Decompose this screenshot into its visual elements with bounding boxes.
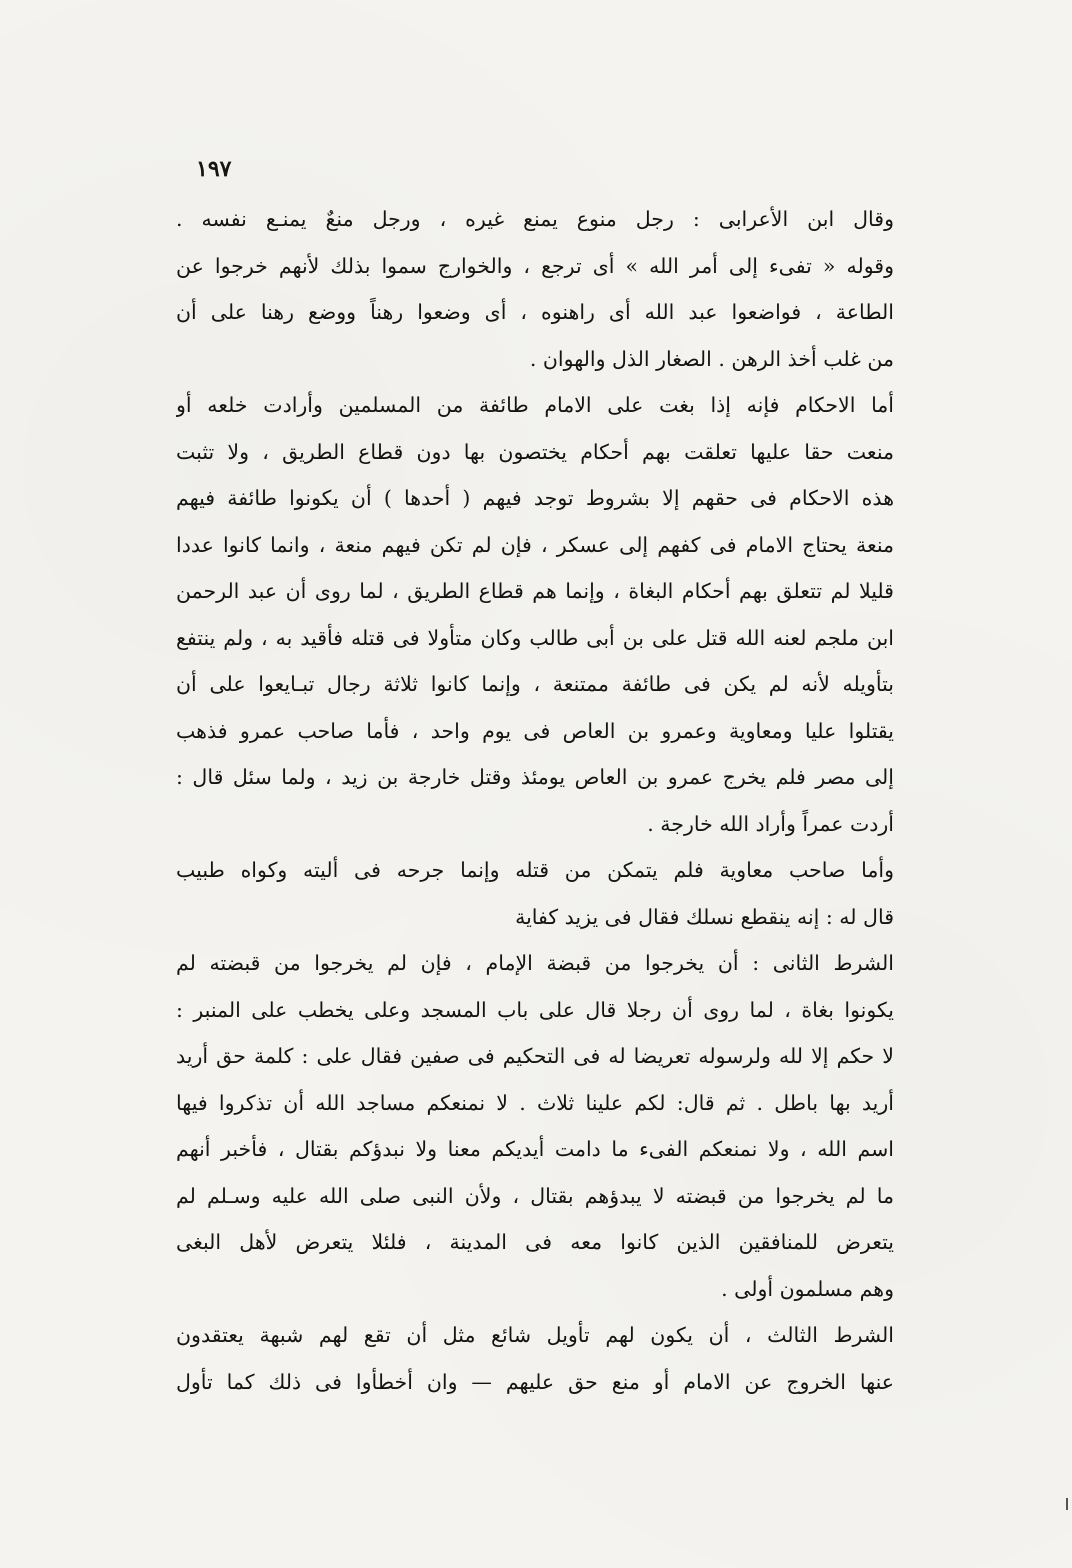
text-line: عنها الخروج عن الامام أو منع حق عليهم — وان أخطأوا فى ذلك كما تأول <box>176 1369 894 1394</box>
text-line: قال له : إنه ينقطع نسلك فقال فى يزيد كفاية <box>515 904 894 929</box>
scan-edge-mark <box>1066 1498 1068 1510</box>
text-line: الطاعة ، فواضعوا عبد الله أى راهنوه ، أى وضعوا رهناً ووضع رهنا على أن <box>176 300 894 324</box>
text-line: الشرط الثانى : أن يخرجوا من قبضة الإمام ، فإن لم يخرجوا من قبضته لم <box>176 951 894 975</box>
text-line: منعة يحتاج الامام فى كفهم إلى عسكر ، فإن لم تكن فيهم منعة ، وانما كانوا عددا <box>176 532 894 557</box>
text-line: وقوله « تفىء إلى أمر الله » أى ترجع ، والخوارج سموا بذلك لأنهم خرجوا عن <box>176 253 894 278</box>
body-text <box>176 196 894 1405</box>
text-line: لا حكم إلا لله ولرسوله تعريضا له فى التحكيم فى صفين فقال على : كلمة حق أريد <box>176 1044 894 1068</box>
text-line: من غلب أخذ الرهن . الصغار الذل والهوان . <box>529 346 894 371</box>
text-line: وقال ابن الأعرابى : رجل منوع يمنع غيره ، ورجل منعٌ يمنـع نفسه . <box>176 207 894 231</box>
text-line: الشرط الثالث ، أن يكون لهم تأويل شائع مثل أن تقع لهم شبهة يعتقدون <box>176 1323 894 1347</box>
text-line: ما لم يخرجوا من قبضته لا يبدؤهم بقتال ، ولأن النبى صلى الله عليه وسـلم لم <box>176 1183 894 1208</box>
text-line: وأما صاحب معاوية فلم يتمكن من قتله وإنما جرحه فى أليته وكواه طبيب <box>176 858 894 882</box>
text-line: قليلا لم تتعلق بهم أحكام البغاة ، وإنما هم قطاع الطريق ، لما روى أن عبد الرحمن <box>176 579 894 603</box>
text-line: أريد بها باطل . ثم قال: لكم علينا ثلاث . لا نمنعكم مساجد الله أن تذكروا فيها <box>176 1090 894 1115</box>
text-line: بتأويله لأنه لم يكن فى طائفة ممتنعة ، وإنما كانوا ثلاثة رجال تبـايعوا على أن <box>176 672 894 696</box>
page-number: ١٩٧ <box>196 156 232 182</box>
text-line: أردت عمراً وأراد الله خارجة . <box>647 811 894 836</box>
text-line: هذه الاحكام فى حقهم إلا بشروط توجد فيهم ( أحدها ) أن يكونوا طائفة فيهم <box>176 486 894 510</box>
text-line: يكونوا بغاة ، لما روى أن رجلا قال على باب المسجد وعلى يخطب على المنبر : <box>176 997 894 1022</box>
text-line: يقتلوا عليا ومعاوية وعمرو بن العاص فى يوم واحد ، فأما صاحب عمرو فذهب <box>176 718 894 743</box>
text-line: أما الاحكام فإنه إذا بغت على الامام طائفة من المسلمين وأرادت خلعه أو <box>176 393 894 417</box>
text-line: يتعرض للمنافقين الذين كانوا معه فى المدينة ، فلئلا يتعرض لأهل البغى <box>176 1230 894 1254</box>
text-line: إلى مصر فلم يخرج عمرو بن العاص يومئذ وقتل خارجة بن زيد ، ولما سئل قال : <box>176 765 894 789</box>
text-line: ابن ملجم لعنه الله قتل على بن أبى طالب وكان متأولا فى قتله فأقيد به ، ولم ينتفع <box>176 625 894 650</box>
text-line: اسم الله ، ولا نمنعكم الفىء ما دامت أيديكم معنا ولا نبدؤكم بقتال ، فأخبر أنهم <box>176 1137 894 1161</box>
text-line: وهم مسلمون أولى . <box>721 1276 894 1301</box>
text-line: منعت حقا عليها تعلقت بهم أحكام يختصون بها دون قطاع الطريق ، ولا تثبت <box>176 439 894 464</box>
